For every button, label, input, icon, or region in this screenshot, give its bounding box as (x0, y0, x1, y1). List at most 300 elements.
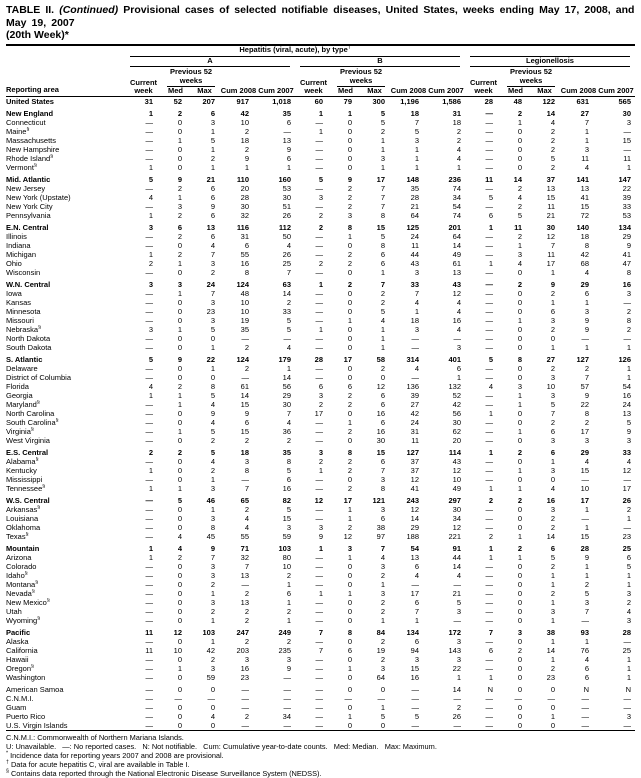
value-cell: N (583, 684, 590, 694)
value-cell: 49 (452, 483, 462, 493)
value-cell: 7 (584, 606, 590, 616)
value-cell: — (241, 702, 249, 712)
value-cell: 17 (580, 495, 590, 505)
disease-table (6, 44, 635, 731)
value-cell: 4 (210, 240, 215, 250)
value-cell: 10 (452, 474, 462, 484)
value-cell: 1 (517, 390, 523, 400)
value-cell: 19 (376, 645, 385, 655)
value-cell: — (485, 306, 494, 316)
value-cell: 2 (244, 435, 249, 445)
value-cell: 3 (550, 315, 556, 325)
reporting-area-cell: Virginia§ (6, 426, 34, 436)
value-cell: 0 (517, 579, 523, 589)
reporting-area-cell: South Carolina§ (6, 417, 59, 427)
value-cell: 1 (318, 324, 323, 334)
value-cell: 2 (517, 231, 523, 241)
value-cell: 300 (372, 96, 385, 106)
table-row (6, 562, 635, 571)
reporting-area-cell: Tennessee§ (6, 483, 46, 493)
value-cell: 30 (452, 504, 462, 514)
value-cell: 0 (347, 654, 352, 664)
value-cell: 1 (210, 504, 215, 514)
value-cell: 0 (517, 513, 523, 523)
value-cell: — (485, 561, 494, 571)
value-cell: 35 (282, 108, 291, 118)
value-cell: 13 (410, 552, 419, 562)
reporting-area-cell: Mountain (6, 543, 40, 553)
value-cell: 2 (210, 654, 215, 664)
value-cell: 2 (550, 363, 556, 373)
value-cell: 5 (380, 711, 385, 721)
value-cell: 36 (282, 426, 291, 436)
value-cell: 34 (282, 711, 291, 721)
value-cell: 1,018 (272, 96, 291, 106)
value-cell: 21 (206, 174, 215, 184)
value-cell: — (145, 570, 153, 580)
value-cell: 3 (550, 465, 556, 475)
value-cell: 2 (347, 192, 352, 202)
value-cell: — (145, 606, 153, 616)
value-cell: 11 (547, 201, 556, 211)
value-cell: 2 (626, 324, 632, 334)
table-row (6, 280, 635, 289)
value-cell: 0 (177, 711, 182, 721)
value-cell: 53 (282, 183, 291, 193)
reporting-area-cell: New Mexico§ (6, 597, 50, 607)
value-cell: — (145, 663, 153, 673)
value-cell: 53 (622, 210, 632, 220)
value-cell: 15 (240, 426, 249, 436)
value-cell: — (145, 456, 153, 466)
value-cell: 3 (177, 279, 182, 289)
value-cell: 0 (550, 333, 556, 343)
value-cell: — (283, 126, 291, 136)
value-cell: 9 (584, 315, 590, 325)
value-cell: — (145, 117, 153, 127)
value-cell: 5 (380, 231, 385, 241)
value-cell: 3 (210, 561, 215, 571)
value-cell: 5 (456, 597, 462, 607)
value-cell: 3 (210, 513, 215, 523)
value-cell: — (623, 522, 632, 532)
value-cell: 2 (584, 417, 590, 427)
value-cell: 0 (177, 117, 182, 127)
value-cell: 160 (278, 174, 291, 184)
value-cell: 2 (210, 435, 215, 445)
value-cell: 1 (286, 597, 291, 607)
value-cell: 60 (314, 96, 323, 106)
value-cell: 3 (456, 636, 462, 646)
value-cell: — (315, 606, 323, 616)
value-cell: 4 (414, 570, 419, 580)
value-cell: 2 (286, 435, 291, 445)
reporting-area-cell: U.S. Virgin Islands (6, 720, 68, 730)
value-cell: 8 (584, 408, 590, 418)
value-cell: 0 (347, 342, 352, 352)
value-cell: 4 (286, 417, 291, 427)
value-cell: 2 (177, 210, 182, 220)
value-cell: 0 (550, 702, 556, 712)
value-cell: 5 (550, 552, 556, 562)
value-cell: 1 (517, 531, 523, 541)
value-cell: 2 (244, 144, 249, 154)
value-cell: 1 (286, 579, 291, 589)
value-cell: 28 (622, 627, 632, 637)
value-cell: 23 (240, 672, 249, 682)
value-cell: 1 (626, 570, 632, 580)
value-cell: — (145, 522, 153, 532)
value-cell: 10 (240, 117, 249, 127)
value-cell: 631 (576, 96, 590, 106)
value-cell: 2 (380, 597, 385, 607)
value-cell: 8 (380, 210, 385, 220)
value-cell: 7 (210, 288, 215, 298)
value-cell: — (485, 513, 494, 523)
value-cell: 2 (244, 588, 249, 598)
value-cell: 3 (244, 654, 249, 664)
value-cell: 2 (148, 447, 153, 457)
value-cell: 0 (177, 513, 182, 523)
value-cell: 6 (380, 390, 385, 400)
value-cell: 29 (410, 522, 419, 532)
value-cell: 1 (347, 231, 352, 241)
value-cell: 3 (210, 297, 215, 307)
value-cell: 2 (177, 249, 182, 259)
value-cell: 0 (517, 711, 523, 721)
value-cell: 0 (347, 702, 352, 712)
table-row (6, 259, 635, 268)
value-cell: 1 (148, 543, 153, 553)
value-cell: 1 (488, 543, 494, 553)
value-cell: 112 (278, 222, 291, 232)
value-cell: 43 (452, 279, 462, 289)
value-cell: — (315, 363, 323, 373)
value-cell: 41 (622, 249, 632, 259)
reporting-area-cell: Maryland§ (6, 399, 40, 409)
value-cell: 22 (452, 663, 462, 673)
value-cell: N (625, 684, 632, 694)
value-cell: — (315, 636, 323, 646)
value-cell: — (581, 720, 590, 730)
value-cell: 2 (177, 552, 182, 562)
value-cell: 33 (622, 447, 632, 457)
value-cell: 8 (210, 381, 215, 391)
value-cell: 13 (240, 570, 249, 580)
value-cell: 0 (517, 408, 523, 418)
value-cell: 0 (517, 702, 523, 712)
value-cell: 27 (580, 108, 590, 118)
value-cell: 0 (177, 654, 182, 664)
reporting-area-cell: North Carolina (6, 408, 55, 418)
value-cell: 1,196 (400, 96, 419, 106)
value-cell: 5 (286, 324, 291, 334)
value-cell: — (174, 693, 182, 703)
value-cell: 24 (206, 279, 215, 289)
table-row (6, 616, 635, 625)
value-cell: 0 (550, 684, 556, 694)
value-cell: 3 (286, 522, 291, 532)
value-cell: 1 (148, 390, 153, 400)
value-cell: 5 (550, 153, 556, 163)
value-cell: 3 (584, 144, 590, 154)
value-cell: 43 (410, 258, 419, 268)
value-cell: 0 (347, 672, 352, 682)
value-cell: 201 (448, 222, 462, 232)
value-cell: — (453, 693, 462, 703)
value-cell: 1 (318, 543, 323, 553)
value-cell: 2 (347, 279, 352, 289)
value-cell: — (315, 579, 323, 589)
value-cell: 64 (376, 672, 385, 682)
table-row (6, 712, 635, 721)
table-row (6, 544, 635, 553)
value-cell: 0 (517, 126, 523, 136)
value-cell: 0 (347, 561, 352, 571)
value-cell: 11 (485, 174, 494, 184)
table-row (6, 382, 635, 391)
col-header-cum-2007: Cum 2007 (428, 86, 464, 95)
value-cell: 1 (380, 579, 385, 589)
value-cell: 4 (456, 570, 462, 580)
value-cell: 1 (148, 162, 153, 172)
value-cell: 2 (347, 399, 352, 409)
value-cell: 31 (240, 231, 249, 241)
reporting-area-header: Reporting area (6, 85, 59, 94)
value-cell: 7 (550, 240, 556, 250)
value-cell: 12 (410, 474, 419, 484)
value-cell: — (145, 399, 153, 409)
section-footnote-mark: § (25, 531, 29, 537)
value-cell: 54 (410, 543, 419, 553)
value-cell: 0 (347, 363, 352, 373)
reporting-area-cell: Puerto Rico (6, 711, 46, 721)
value-cell: 0 (517, 522, 523, 532)
value-cell: 6 (244, 417, 249, 427)
value-cell: — (581, 702, 590, 712)
value-cell: 4 (456, 306, 462, 316)
table-row (6, 409, 635, 418)
value-cell: 0 (347, 324, 352, 334)
value-cell: 0 (210, 333, 215, 343)
value-cell: 6 (584, 663, 590, 673)
value-cell: 0 (347, 408, 352, 418)
value-cell: 9 (318, 531, 323, 541)
value-cell: 917 (236, 96, 249, 106)
value-cell: 16 (622, 279, 632, 289)
value-cell: 79 (343, 96, 352, 106)
value-cell: 2 (517, 279, 523, 289)
value-cell: 5 (380, 108, 385, 118)
table-row (6, 211, 635, 220)
value-cell: — (485, 372, 494, 382)
value-cell: 0 (177, 435, 182, 445)
value-cell: 1 (584, 126, 590, 136)
value-cell: 103 (202, 627, 215, 637)
value-cell: 4 (584, 456, 590, 466)
value-cell: 48 (240, 288, 249, 298)
col-header-previous-52-weeks: Previous 52 weeks (332, 67, 390, 87)
table-row (6, 484, 635, 493)
value-cell: 1 (380, 702, 385, 712)
value-cell: 8 (517, 354, 523, 364)
value-cell: 14 (546, 108, 556, 118)
table-row (6, 136, 635, 145)
value-cell: — (283, 693, 291, 703)
value-cell: 27 (546, 354, 556, 364)
value-cell: 3 (550, 606, 556, 616)
value-cell: 2 (550, 588, 556, 598)
value-cell: — (581, 693, 590, 703)
value-cell: 0 (517, 684, 523, 694)
value-cell: 0 (177, 636, 182, 646)
table-row (6, 223, 635, 232)
value-cell: 3 (626, 117, 632, 127)
value-cell: — (623, 693, 632, 703)
value-cell: 6 (550, 543, 556, 553)
value-cell: 1 (517, 552, 523, 562)
value-cell: — (145, 636, 153, 646)
value-cell: 3 (210, 483, 215, 493)
value-cell: 14 (546, 645, 556, 655)
value-cell: 31 (144, 96, 153, 106)
value-cell: 3 (380, 504, 385, 514)
value-cell: 3 (318, 447, 323, 457)
table-row (6, 118, 635, 127)
value-cell: 1 (177, 426, 182, 436)
value-cell: — (485, 465, 494, 475)
value-cell: 4 (550, 117, 556, 127)
value-cell: 2 (517, 183, 523, 193)
value-cell: 0 (550, 474, 556, 484)
table-row (6, 685, 635, 694)
value-cell: 0 (347, 579, 352, 589)
value-cell: 0 (177, 579, 182, 589)
value-cell: — (315, 684, 323, 694)
value-cell: 8 (347, 627, 352, 637)
reporting-area-cell: Vermont§ (6, 162, 37, 172)
value-cell: 1 (286, 162, 291, 172)
table-row (6, 607, 635, 616)
table-row (6, 532, 635, 541)
value-cell: 2 (318, 222, 323, 232)
value-cell: 6 (414, 597, 419, 607)
value-cell: — (485, 108, 494, 118)
value-cell: 0 (210, 372, 215, 382)
value-cell: 1 (584, 504, 590, 514)
value-cell: 23 (206, 306, 215, 316)
reporting-area-cell: Michigan (6, 249, 37, 259)
value-cell: 1 (584, 570, 590, 580)
value-cell: 1 (626, 579, 632, 589)
value-cell: 72 (580, 210, 590, 220)
value-cell: 6 (584, 288, 590, 298)
value-cell: 0 (517, 561, 523, 571)
value-cell: 2 (517, 108, 523, 118)
value-cell: — (485, 267, 494, 277)
value-cell: — (581, 474, 590, 484)
value-cell: — (145, 231, 153, 241)
value-cell: 12 (343, 531, 352, 541)
value-cell: 13 (580, 183, 590, 193)
col-header-med: Med (508, 86, 524, 95)
value-cell: 6 (550, 426, 556, 436)
value-cell: 7 (488, 627, 494, 637)
value-cell: — (145, 504, 153, 514)
hepatitis-a-header: A (125, 57, 295, 68)
table-row (6, 523, 635, 532)
reporting-area-cell: Utah (6, 606, 22, 616)
reporting-area-cell: Georgia (6, 390, 33, 400)
value-cell: 16 (546, 495, 556, 505)
value-cell: 0 (177, 456, 182, 466)
reporting-area-cell: Minnesota (6, 306, 41, 316)
footnote-line (6, 742, 635, 751)
value-cell: — (145, 126, 153, 136)
value-cell: 5 (488, 354, 494, 364)
value-cell: — (145, 135, 153, 145)
value-cell: 6 (584, 672, 590, 682)
value-cell: 116 (236, 222, 249, 232)
value-cell: 1 (380, 333, 385, 343)
value-cell: 0 (517, 654, 523, 664)
reporting-area-cell: Alabama§ (6, 456, 39, 466)
value-cell: 2 (550, 126, 556, 136)
value-cell: 1 (626, 162, 632, 172)
value-cell: 9 (550, 279, 556, 289)
value-cell: 62 (452, 426, 462, 436)
reporting-area-cell: Rhode Island§ (6, 153, 54, 163)
value-cell: 1 (550, 297, 556, 307)
value-cell: — (145, 654, 153, 664)
value-cell: 0 (347, 372, 352, 382)
value-cell: 43 (452, 456, 462, 466)
value-cell: 0 (517, 720, 523, 730)
value-cell: — (145, 267, 153, 277)
value-cell: — (145, 144, 153, 154)
value-cell: — (485, 135, 494, 145)
value-cell: 7 (380, 465, 385, 475)
value-cell: 2 (550, 162, 556, 172)
value-cell: 1 (318, 588, 323, 598)
value-cell: — (411, 579, 419, 589)
value-cell: 134 (406, 627, 419, 637)
value-cell: 10 (546, 381, 556, 391)
reporting-area-cell: Arizona (6, 552, 32, 562)
value-cell: 3 (584, 435, 590, 445)
value-cell: 14 (452, 240, 462, 250)
value-cell: — (411, 720, 419, 730)
value-cell: 0 (177, 297, 182, 307)
value-cell: 2 (380, 126, 385, 136)
value-cell: 0 (347, 720, 352, 730)
value-cell: 1 (210, 342, 215, 352)
value-cell: 41 (580, 192, 590, 202)
reporting-area-cell: Iowa (6, 288, 22, 298)
value-cell: 2 (210, 606, 215, 616)
value-cell: 4 (177, 543, 182, 553)
value-cell: 2 (210, 153, 215, 163)
value-cell: — (485, 231, 494, 241)
value-cell: 26 (282, 249, 291, 259)
value-cell: 65 (240, 495, 249, 505)
value-cell: 134 (618, 222, 632, 232)
value-cell: 7 (318, 627, 323, 637)
value-cell: 4 (626, 606, 632, 616)
value-cell: — (315, 720, 323, 730)
value-cell: 18 (240, 447, 249, 457)
value-cell: 56 (282, 381, 291, 391)
